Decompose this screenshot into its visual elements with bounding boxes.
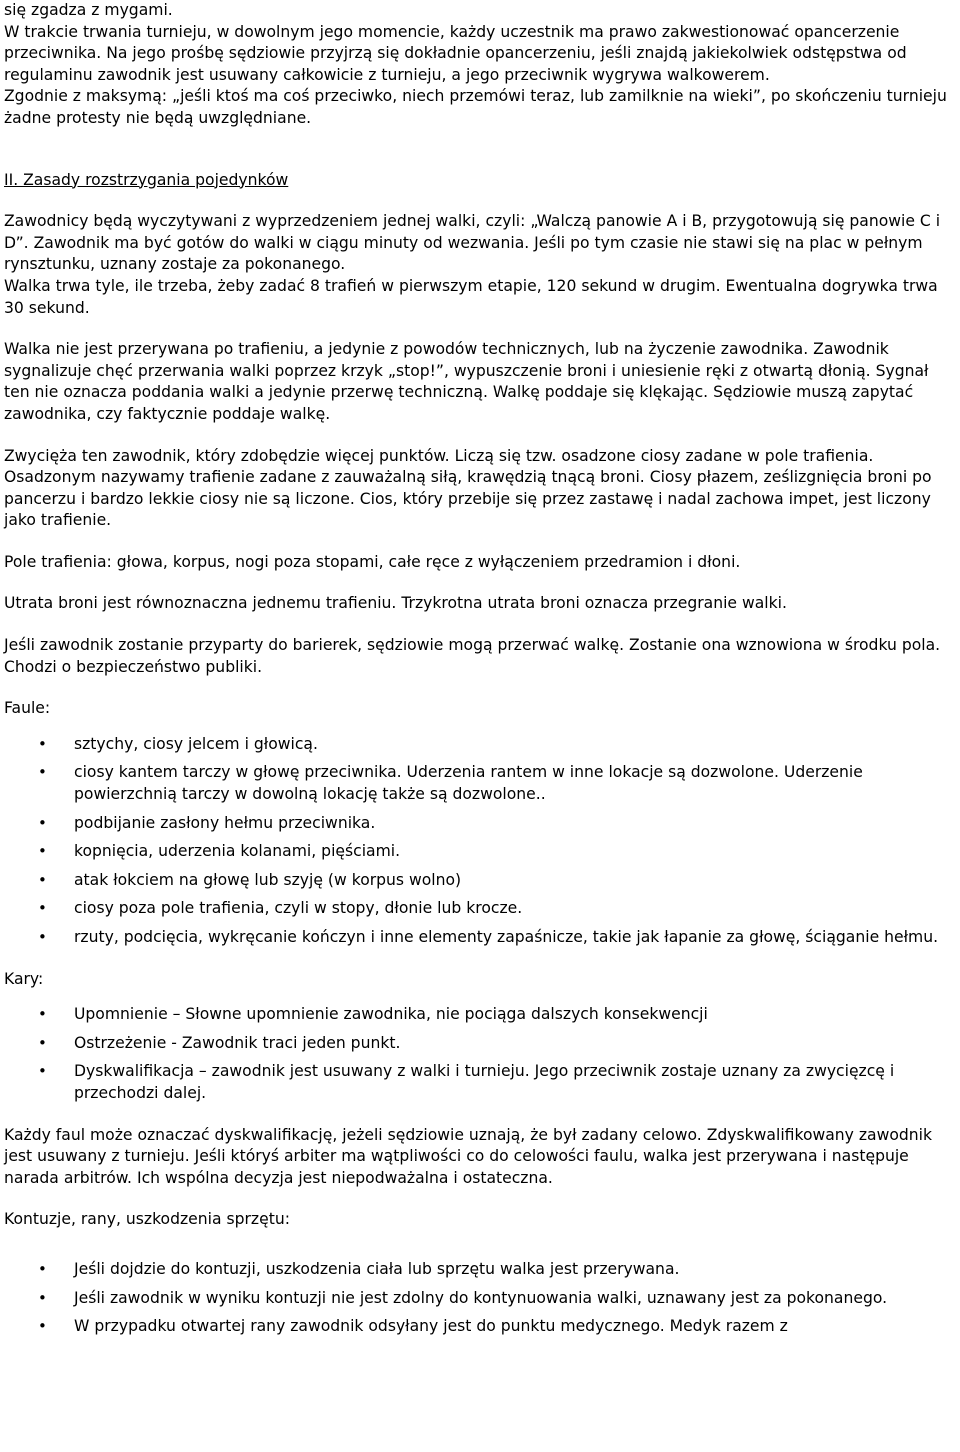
faule-list xyxy=(4,734,956,949)
bullet-icon: • xyxy=(38,928,47,946)
list-item-text: Dyskwalifikacja – zawodnik jest usuwany z walki i turnieju. Jego przeciwnik zostaje uznany za zwycięzcę i przechodzi dalej. xyxy=(74,1062,895,1102)
bullet-icon: • xyxy=(38,870,47,889)
kary-label: Kary: xyxy=(4,969,44,988)
paragraph-disqualification: Każdy faul może oznaczać dyskwalifikację, jeżeli sędziowie uznają, że był zadany celowo. Zdyskwalifikowany zawodnik jest usuwany z turnieju. Jeśli któryś arbiter ma wątpliwości co do celowości faulu, walka jest przerywana i następuje narada arbitrów. Ich wspólna decyzja jest niepodważalna i ostateczna. xyxy=(4,1125,933,1187)
list-item-text: atak łokciem na głowę lub szyję (w korpus wolno) xyxy=(74,870,462,889)
list-item xyxy=(4,1259,956,1281)
list-item xyxy=(4,813,956,835)
paragraph-interruption: Walka nie jest przerywana po trafieniu, a jedynie z powodów technicznych, lub na życzenie zawodnika. Zawodnik sygnalizuje chęć przerwania walki poprzez krzyk „stop!”, wypuszczenie broni i uniesienie ręki z otwartą dłonią. Sygnał ten nie oznacza poddania walki a jedynie przerwę techniczną. Walkę poddaje się klękając. Sędziowie muszą zapytać zawodnika, czy faktycznie poddaje walkę. xyxy=(4,340,929,423)
paragraph-scoring: Zwycięża ten zawodnik, który zdobędzie więcej punktów. Liczą się tzw. osadzone ciosy zadane w pole trafienia. Osadzonym nazywamy trafienie zadane z zauważalną siłą, krawędzią tnącą broni. Ciosy płazem, ześlizgnięcia broni po pancerzu i bardzo lekkie ciosy nie są liczone. Cios, który przebije się przez zastawę i nadal zachowa impet, jest liczony jako trafienie. xyxy=(4,446,932,530)
paragraph-armor-challenge: W trakcie trwania turnieju, w dowolnym jego momencie, każdy uczestnik ma prawo zakwestionować opancerzenie przeciwnika. Na jego prośbę sędziowie przyjrzą się dokładnie opancerzeniu, jeśli znajdą jakiekolwiek odstępstwa od regulaminu zawodnik jest usuwany całkowicie z turnieju, a jego przeciwnik wygrywa walkowerem. xyxy=(4,22,907,84)
list-item-text: Ostrzeżenie - Zawodnik traci jeden punkt. xyxy=(74,1033,401,1052)
list-item-text: podbijanie zasłony hełmu przeciwnika. xyxy=(74,813,376,832)
bullet-icon: • xyxy=(38,1062,47,1081)
paragraph-target-area: Pole trafienia: głowa, korpus, nogi poza stopami, całe ręce z wyłączeniem przedramion i dłoni. xyxy=(4,552,741,571)
list-item xyxy=(4,870,956,892)
list-item-text: rzuty, podcięcia, wykręcanie kończyn i inne elementy zapaśnicze, takie jak łapanie za głowę, ściąganie hełmu. xyxy=(74,928,939,946)
bullet-icon: • xyxy=(38,899,47,918)
list-item xyxy=(4,841,956,863)
bullet-icon: • xyxy=(38,1259,47,1278)
bullet-icon: • xyxy=(38,763,47,782)
paragraph-weapon-loss: Utrata broni jest równoznaczna jednemu trafieniu. Trzykrotna utrata broni oznacza przegranie walki. xyxy=(4,594,787,613)
list-item xyxy=(4,1061,956,1104)
list-item-text: ciosy poza pole trafienia, czyli w stopy, dłonie lub krocze. xyxy=(74,899,523,918)
paragraph-maxim: Zgodnie z maksymą: „jeśli ktoś ma coś przeciwko, niech przemówi teraz, lub zamilknie na wieki”, po skończeniu turnieju żadne protesty nie będą uwzględniane. xyxy=(4,87,947,127)
list-item-text: Jeśli zawodnik w wyniku kontuzji nie jest zdolny do kontynuowania walki, uznawany jest za pokonanego. xyxy=(74,1288,888,1307)
faule-label: Faule: xyxy=(4,699,51,718)
list-item xyxy=(4,734,956,756)
list-item-text: W przypadku otwartej rany zawodnik odsyłany jest do punktu medycznego. Medyk razem z xyxy=(74,1317,788,1336)
bullet-icon: • xyxy=(38,1288,47,1307)
kary-list xyxy=(4,1004,956,1104)
bullet-icon: • xyxy=(38,842,47,861)
bullet-icon: • xyxy=(38,1005,47,1024)
bullet-icon: • xyxy=(38,1033,47,1052)
paragraph-calling: Zawodnicy będą wyczytywani z wyprzedzeniem jednej walki, czyli: „Walczą panowie A i B, przygotowują się panowie C i D”. Zawodnik ma być gotów do walki w ciągu minuty od wezwania. Jeśli po tym czasie nie stawi się na plac w pełnym rynsztunku, uznany zostaje za pokonanego. xyxy=(4,212,941,274)
bullet-icon: • xyxy=(38,1317,47,1336)
bullet-icon: • xyxy=(38,813,47,832)
list-item-text: Upomnienie – Słowne upomnienie zawodnika, nie pociąga dalszych konsekwencji xyxy=(74,1005,708,1024)
list-item xyxy=(4,927,956,949)
list-item-text: ciosy kantem tarczy w głowę przeciwnika. Uderzenia rantem w inne lokacje są dozwolone. Uderzenie powierzchnią tarczy w dowolną lokację także są dozwolone.. xyxy=(74,763,863,804)
kontuzje-label: Kontuzje, rany, uszkodzenia sprzętu: xyxy=(4,1210,290,1229)
list-item-text: Jeśli dojdzie do kontuzji, uszkodzenia ciała lub sprzętu walka jest przerywana. xyxy=(74,1259,680,1278)
kontuzje-list xyxy=(4,1259,956,1338)
list-item-text: sztychy, ciosy jelcem i głowicą. xyxy=(74,734,318,753)
paragraph-duration: Walka trwa tyle, ile trzeba, żeby zadać 8 trafień w pierwszym etapie, 120 sekund w drugim. Ewentualna dogrywka trwa 30 sekund. xyxy=(4,276,938,317)
bullet-icon: • xyxy=(38,734,47,753)
paragraph-barriers: Jeśli zawodnik zostanie przyparty do barierek, sędziowie mogą przerwać walkę. Zostanie ona wznowiona w środku pola. Chodzi o bezpieczeństwo publiki. xyxy=(4,636,941,676)
section-heading: II. Zasady rozstrzygania pojedynków xyxy=(4,170,289,189)
list-item xyxy=(4,1288,956,1310)
list-item xyxy=(4,1004,956,1026)
list-item xyxy=(4,1033,956,1055)
list-item xyxy=(4,762,956,805)
list-item-text: kopnięcia, uderzenia kolanami, pięściami. xyxy=(74,842,401,861)
list-item xyxy=(4,898,956,920)
paragraph-intro: się zgadza z mygami. xyxy=(4,1,173,19)
list-item xyxy=(4,1316,956,1338)
